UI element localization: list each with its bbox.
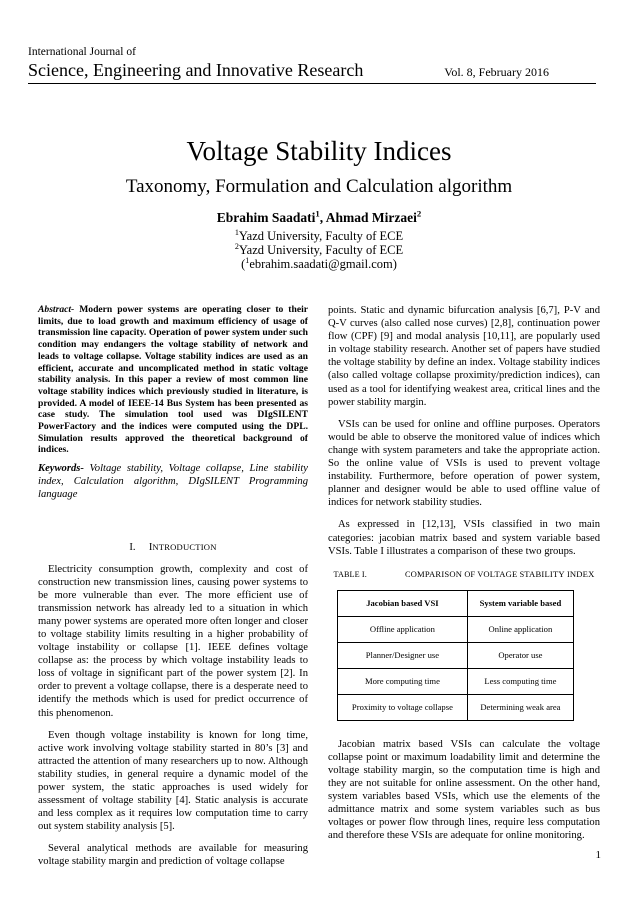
author-2: Ahmad Mirzaei: [325, 210, 417, 225]
section-number: I.: [129, 542, 136, 554]
email-text: ebrahim.saadati@gmail.com): [249, 257, 397, 271]
journal-volume: Vol. 8, February 2016: [444, 65, 549, 79]
caption-rest: OLTAGE: [483, 568, 518, 579]
table-cell: Planner/Designer use: [338, 642, 468, 668]
section-title-initial: I: [148, 542, 153, 554]
author-list: [0, 210, 638, 226]
section-title-rest: NTRODUCTION: [152, 542, 217, 553]
paper-title: Voltage Stability Indices: [186, 136, 452, 166]
email-marker: 1: [245, 255, 250, 265]
affiliation-1: [0, 229, 638, 244]
caption-rest: TABILITY: [524, 568, 565, 579]
body-paragraph: VSIs can be used for online and offline purposes. Operators would be able to observe the monitored value of indices which change with system parameters and take the appropriate action. So the online value of VSIs is used to prevent voltage instability. Furthermore, before operation of power system, planner and designer would be able to used offline value of indices for network stability studies.: [328, 418, 600, 509]
body-paragraph: points. Static and dynamic bifurcation analysis [6,7], P-V and Q-V curves (also called nose curves) [2,8], continuation power flow (CPF) [9] and modal analysis [10,11], are popularly used in voltage stability research. Another set of papers have studied the voltage stability by define an index. Voltage stability indices (also called voltage collapse proximity/prediction indices), can used as a tool for identifying weakest area, critical lines and the power stability margin.: [328, 305, 600, 408]
caption-initial: C: [405, 569, 411, 579]
affiliation-1-marker: 1: [234, 227, 239, 237]
affiliation-2: [0, 243, 638, 258]
table-number: TABLE I.: [333, 569, 367, 579]
abstract: [38, 304, 308, 456]
table-row: [338, 642, 574, 668]
table-cell: Operator use: [467, 642, 573, 668]
caption-initial: V: [477, 569, 484, 579]
caption-initial: O: [464, 569, 471, 579]
author-email: [0, 257, 638, 272]
header-rule: [28, 83, 596, 84]
caption-rest: OMPARISON: [410, 568, 463, 579]
affiliation-1-text: Yazd University, Faculty of ECE: [238, 229, 404, 243]
caption-rest: NDEX: [569, 568, 595, 579]
body-paragraph: Electricity consumption growth, complexity and cost of construction new transmission lines, causing power systems to be more vulnerable than ever. The more efficient use of transmission network has already led to a situation in which many power systems are operated more often longer and closer to voltage stability limits resulting in a higher probability of voltage instability or collapse [1]. IEEE defines voltage collapse as: the process by which voltage instability leads to loss of voltage in significant part of the power system [2]. In order to prevent a voltage collapse, there is a desperate need to identify the methods which is used for predict occurrence of this phenomenon.: [38, 563, 308, 719]
table-header-cell: System variable based: [467, 590, 573, 616]
page-number: 1: [595, 849, 601, 861]
abstract-label: Abstract-: [38, 304, 75, 315]
comparison-table: [337, 590, 574, 721]
table-row: [338, 694, 574, 720]
table-caption-title: [405, 570, 594, 579]
right-column: [328, 304, 600, 843]
table-cell: Proximity to voltage collapse: [338, 694, 468, 720]
table-cell: Less computing time: [467, 668, 573, 694]
keywords: [38, 462, 308, 501]
table-row: [338, 616, 574, 642]
table-cell: Offline application: [338, 616, 468, 642]
author-1-marker: 1: [315, 208, 320, 219]
table-header-row: [338, 590, 574, 616]
keywords-text: Voltage stability, Voltage collapse, Line stability index, Calculation algorithm, DIgSILENT Programming language: [38, 463, 308, 501]
keywords-label: Keywords-: [38, 463, 84, 475]
author-1: Ebrahim Saadati: [216, 210, 316, 225]
author-2-marker: 2: [416, 208, 422, 219]
caption-initial: I: [566, 569, 570, 579]
journal-name-line2: Science, Engineering and Innovative Research: [28, 60, 364, 80]
body-paragraph: Several analytical methods are available for measuring voltage stability margin and prediction of voltage collapse: [38, 843, 308, 868]
affiliation-2-text: Yazd University, Faculty of ECE: [238, 243, 404, 257]
journal-name-line1: International Journal of: [28, 46, 136, 58]
abstract-text: Modern power systems are operating closer to their limits, due to load growth and maximum efficiency of usage of transmission line capacity. Operation of power system under such condition may endangers the voltage stability of network and leads to voltage collapse. Voltage stability indices are used as an efficient, accurate and uncomplicated method in static voltage stability analysis. In this paper a review of most common line voltage stability indices which previously studied in literature, is provided. A model of IEEE-14 Bus System has been presented as case study. The simulation tool used was DIgSILENT PowerFactory and the indices were computed using the DPL. Simulation results approved the theoretical background of indices.: [38, 304, 308, 456]
table-cell: More computing time: [338, 668, 468, 694]
body-paragraph: As expressed in [12,13], VSIs classified in two main categories: jacobian matrix based and system variable based VSIs. Table I illustrates a comparison of these two groups.: [328, 519, 600, 557]
section-heading: [38, 541, 308, 554]
body-paragraph: Even though voltage instability is known for long time, active work involving voltage stability started in 80’s [3] and attracted the attention of many researchers up to now. Although stability studies, in general require a dynamic model of the power system, the static approaches is used widely for assessment of voltage stability [4]. Static analysis is accurate and less complex as it requires low computation time to carry out system stability analysis [5].: [38, 729, 308, 833]
caption-initial: S: [519, 569, 525, 579]
left-column: [38, 304, 308, 869]
paper-subtitle: Taxonomy, Formulation and Calculation algorithm: [125, 176, 513, 197]
table-caption: [328, 568, 600, 581]
table-cell: Online application: [467, 616, 573, 642]
affiliation-2-marker: 2: [234, 241, 239, 251]
body-paragraph: Jacobian matrix based VSIs can calculate the voltage collapse point or maximum loadability limit and determine the voltage stability margin, so the computation time is high and they are not suitable for online assessment. On the other hand, system variables based VSIs, which use the elements of the admittance matrix and some system variables such as bus voltages or power flow through lines, require less computation and therefore these VSIs are adequate for online monitoring.: [328, 738, 600, 842]
table-row: [338, 668, 574, 694]
author-separator: ,: [319, 210, 326, 225]
table-header-cell: Jacobian based VSI: [338, 590, 468, 616]
caption-rest: F: [470, 568, 476, 579]
email-open-paren: (: [241, 257, 246, 271]
table-cell: Determining weak area: [467, 694, 573, 720]
